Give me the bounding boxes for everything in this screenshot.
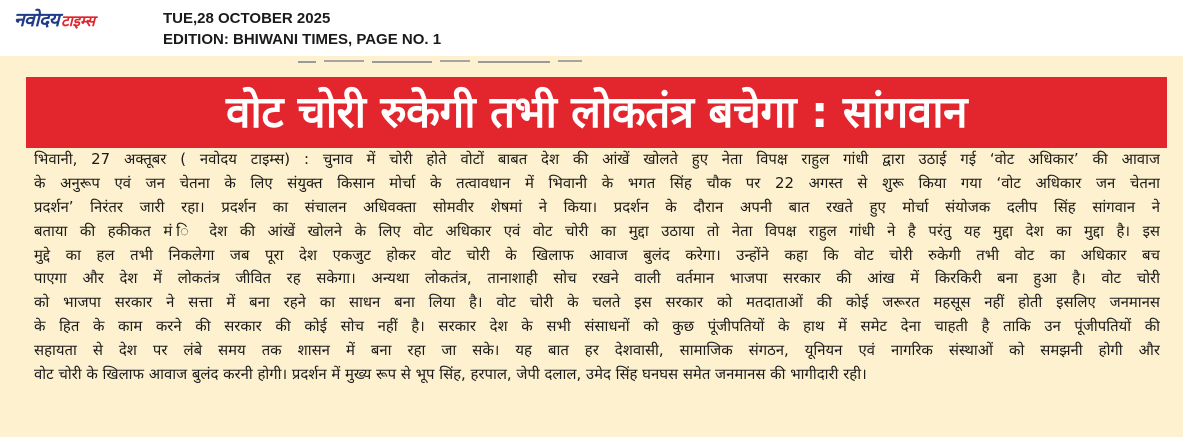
article-line: बताया की हकीकत मं ि देश की आंखें खोलने के लिए वोट अधिकार एवं वोट चोरी का मुद्दा उठाया तो नेता विपक्ष राहुल गांधी ने है परंतु यह मुद्दा देश का मुद्दा है। इस: [34, 221, 1160, 240]
edition-date: TUE,28 OCTOBER 2025: [163, 10, 331, 27]
article-line: के हित के काम करने की सरकार की कोई सोच नहीं है। सरकार देश के सभी संसाधनों को कुछ पूंजीपतियों के हाथ में समेट देना चाहती है ताकि उन पूंजीपतियों की: [34, 317, 1160, 336]
article-line: वोट चोरी के खिलाफ आवाज बुलंद करनी होगी। प्रदर्शन में मुख्य रूप से भूप सिंह, हरपाल, जेपी दलाल, उमेद सिंह घनघस समेत जनमानस की भागीदारी रही।: [34, 365, 867, 384]
headline-text: वोट चोरी रुकेगी तभी लोकतंत्र बचेगा : सांगवान: [225, 86, 968, 138]
logo-sub-text: टाइम्स: [61, 12, 95, 30]
newspaper-logo: [14, 6, 95, 34]
article-body: [34, 148, 1160, 387]
article-line: पाएगा और देश में लोकतंत्र जीवित रह सकेगा। अन्यथा लोकतंत्र, तानाशाही सोच रखने वाली वर्तमान भाजपा सरकार की आंख में किरकिरी बना हुआ है। वोट चोरी: [34, 269, 1160, 288]
logo-main-text: नवोदय: [14, 9, 60, 31]
edition-name: EDITION: BHIWANI TIMES, PAGE NO. 1: [163, 31, 442, 48]
previous-article-fragment: [296, 56, 616, 68]
article-line: के अनुरूप एवं जन चेतना के लिए संयुक्त किसान मोर्चा के तत्वावधान में भिवानी के भगत सिंह चौक पर 22 अगस्त से शुरू किया गया ‘वोट अधिकार जन चेतना: [34, 173, 1160, 192]
article-line: सहायता से देश पर लंबे समय तक शासन में बना रहा जा सके। यह बात हर देशवासी, सामाजिक संगठन, यूनियन एवं नागरिक संस्थाओं को समझनी होगी और: [34, 341, 1160, 360]
headline-banner: [26, 77, 1167, 148]
article-line: मुद्दे का हल तभी निकलेगा जब पूरा देश एकजुट होकर वोट चोरी के खिलाफ आवाज बुलंद करेगा। उन्होंने कहा कि वोट चोरी रुकेगी तभी वोट का अधिकार बच: [34, 245, 1160, 264]
article-line: को भाजपा सरकार ने सत्ता में बना रहने का साधन बना लिया है। वोट चोरी के चलते इस सरकार को मतदाताओं की कोई जरूरत महसूस नहीं होती इसलिए जनमानस: [34, 293, 1160, 312]
cut-text-fragment: [296, 56, 616, 68]
edition-info: [163, 8, 441, 50]
news-clipping: [0, 56, 1183, 437]
page-header: [0, 0, 1183, 57]
article-line: प्रदर्शन’ निरंतर जारी रहा। प्रदर्शन का संचालन अधिवक्ता सोमवीर शेषमां ने किया। प्रदर्शन के दौरान अपनी बात रखते हुए मोर्चा संयोजक दलीप सिंह सांगवान ने: [34, 197, 1160, 216]
article-line: भिवानी, 27 अक्तूबर ( नवोदय टाइम्स) : चुनाव में चोरी होते वोटों बाबत देश की आंखें खोलते हुए नेता विपक्ष राहुल गांधी द्वारा उठाई गई ‘वोट अधिकार’ की आवाज: [34, 150, 1160, 168]
